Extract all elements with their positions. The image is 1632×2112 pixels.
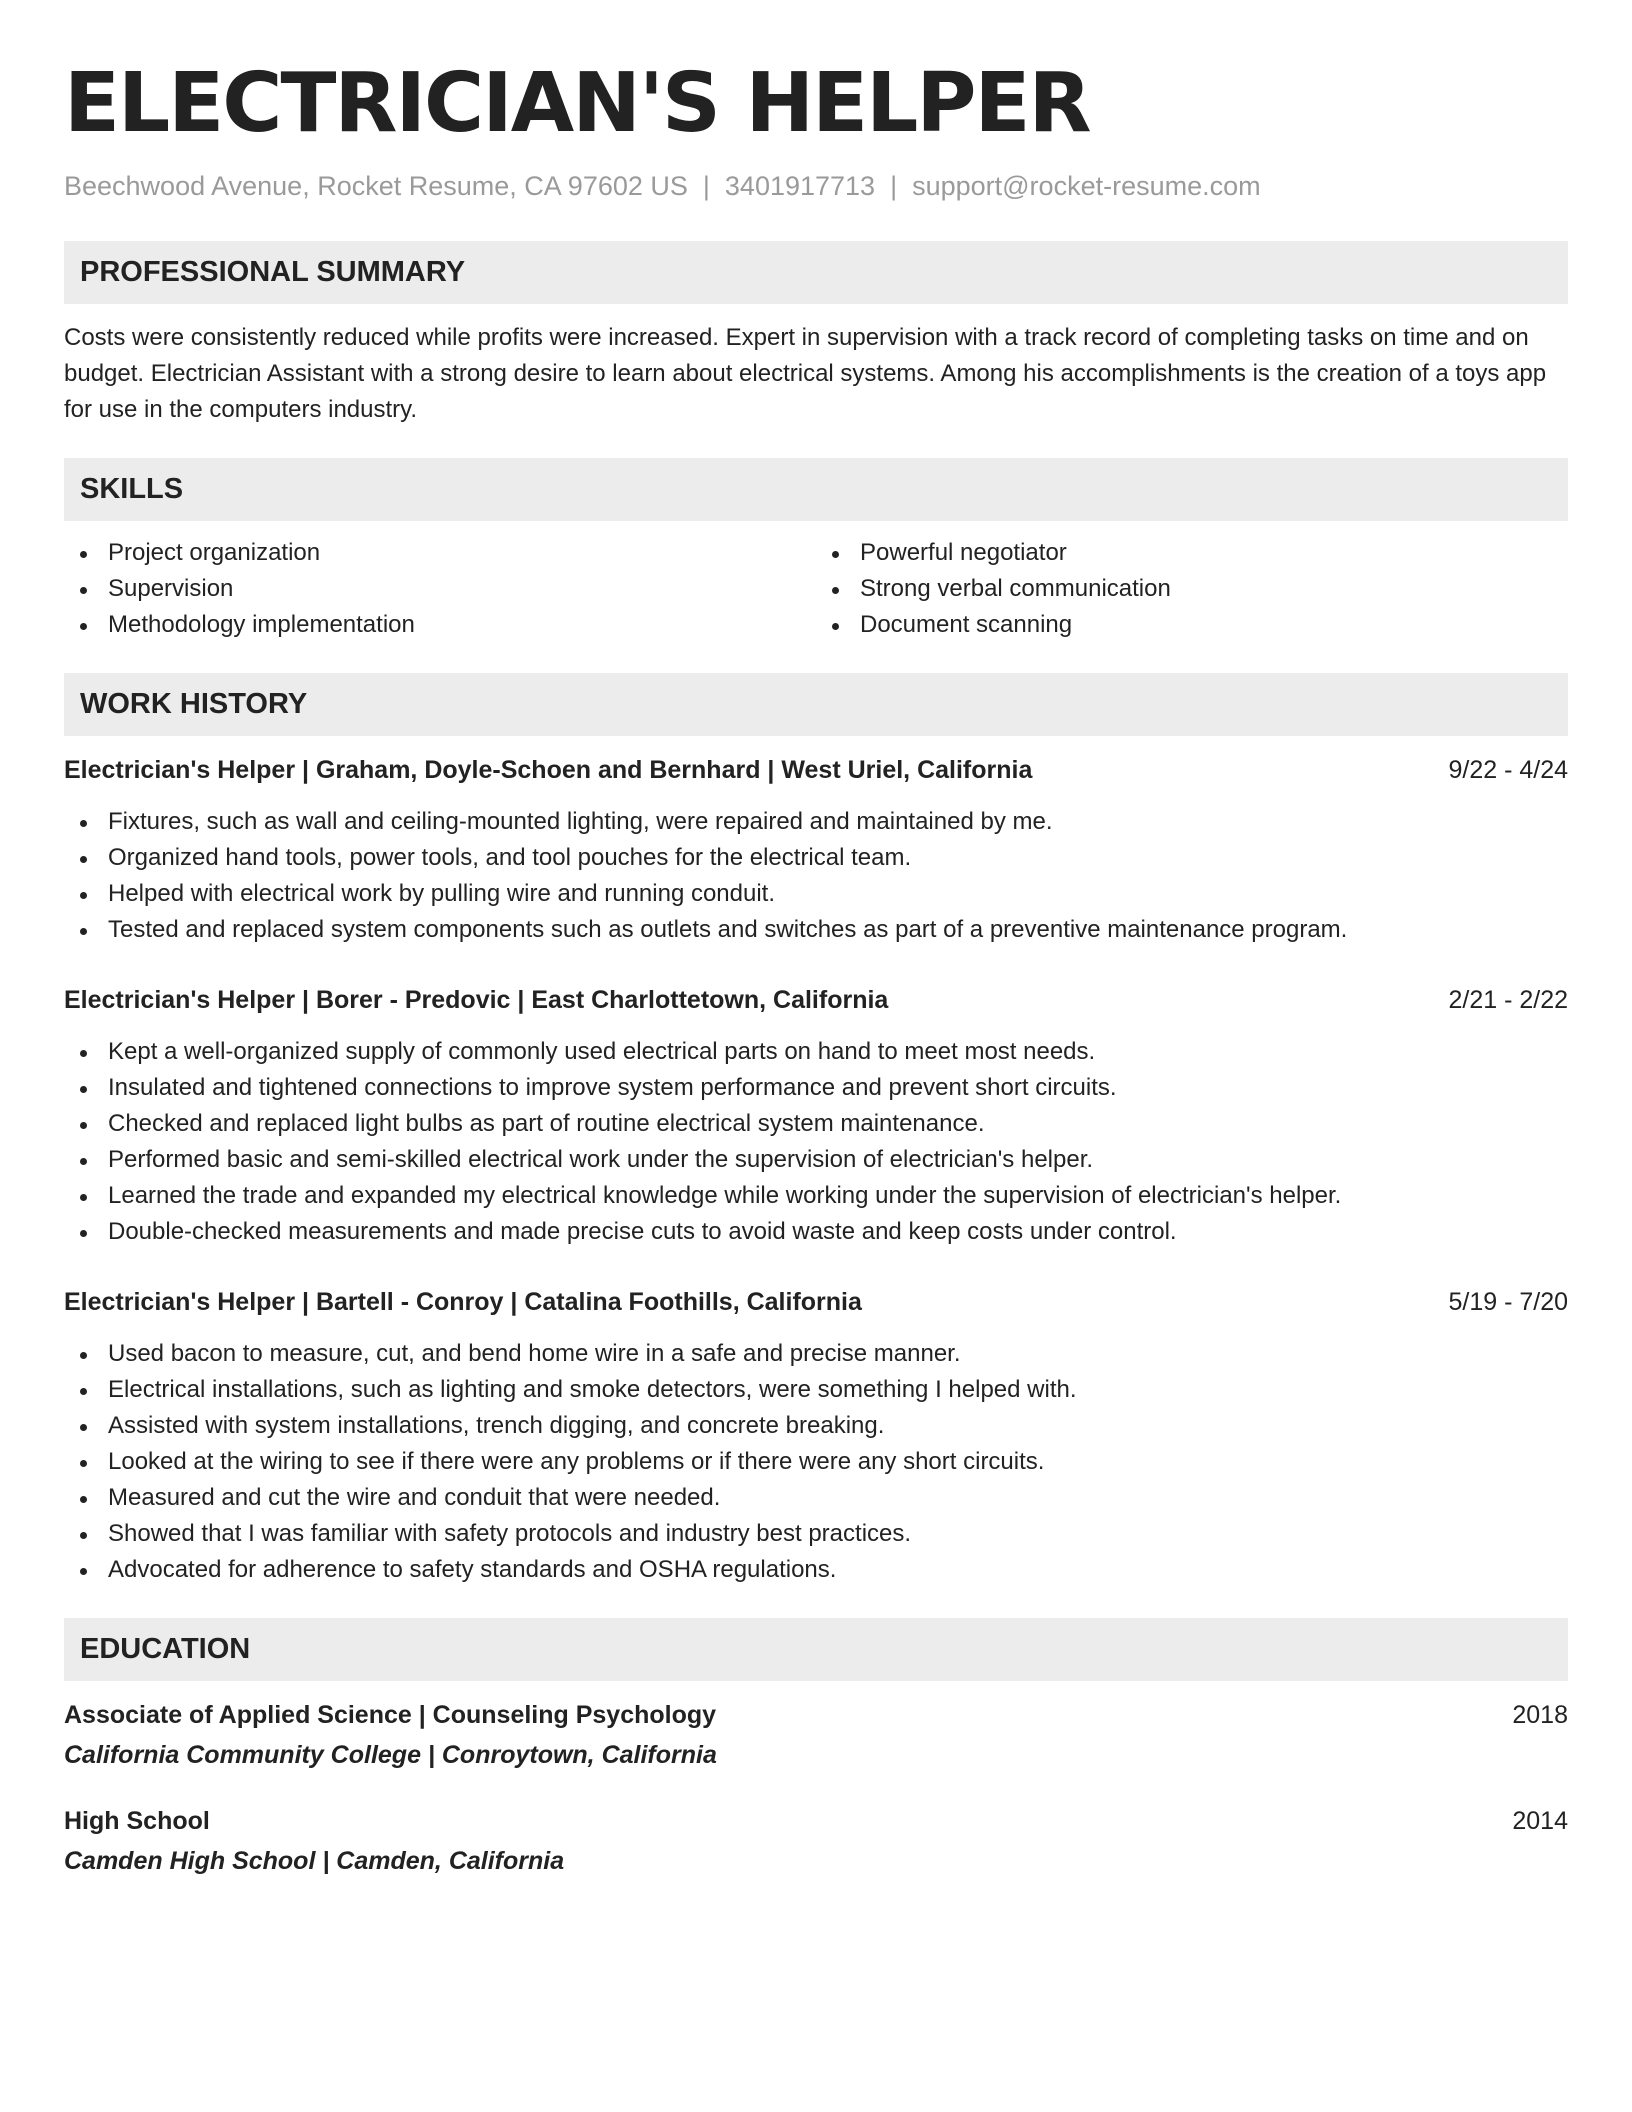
job-bullet: Helped with electrical work by pulling wire and running conduit. xyxy=(64,876,1568,912)
skill-item: Powerful negotiator xyxy=(816,535,1568,571)
education-header xyxy=(64,1803,1568,1839)
job-bullet: Organized hand tools, power tools, and tool pouches for the electrical team. xyxy=(64,840,1568,876)
job-title: Electrician's Helper | Borer - Predovic | East Charlottetown, California xyxy=(64,986,889,1014)
skill-item: Supervision xyxy=(64,571,816,607)
job-bullet: Looked at the wiring to see if there were any problems or if there were any short circuits. xyxy=(64,1444,1568,1480)
job-bullet: Showed that I was familiar with safety protocols and industry best practices. xyxy=(64,1516,1568,1552)
job-bullet: Insulated and tightened connections to improve system performance and prevent short circuits. xyxy=(64,1070,1568,1106)
resume-name: ELECTRICIAN'S HELPER xyxy=(64,56,1090,151)
job-header xyxy=(64,982,1568,1018)
education-entry xyxy=(64,1697,1568,1773)
job-bullet: Electrical installations, such as lighting and smoke detectors, were something I helped with. xyxy=(64,1372,1568,1408)
section-heading-skills: SKILLS xyxy=(64,458,1568,521)
job-entry xyxy=(64,1284,1568,1588)
job-bullets xyxy=(64,1034,1568,1250)
job-bullet: Performed basic and semi-skilled electrical work under the supervision of electrician's helper. xyxy=(64,1142,1568,1178)
job-bullet: Learned the trade and expanded my electrical knowledge while working under the supervision of electrician's helper. xyxy=(64,1178,1568,1214)
education-degree: Associate of Applied Science | Counseling Psychology xyxy=(64,1701,717,1729)
education-school: California Community College | Conroytown, California xyxy=(64,1741,717,1769)
job-bullet: Checked and replaced light bulbs as part of routine electrical system maintenance. xyxy=(64,1106,1568,1142)
section-heading-summary: PROFESSIONAL SUMMARY xyxy=(64,241,1568,304)
skills-column-left xyxy=(64,535,816,643)
contact-separator: | xyxy=(890,171,898,201)
job-header xyxy=(64,1284,1568,1320)
skills-column-right xyxy=(816,535,1568,643)
skill-item: Strong verbal communication xyxy=(816,571,1568,607)
skill-item: Project organization xyxy=(64,535,816,571)
job-bullets xyxy=(64,1336,1568,1588)
skills-list xyxy=(64,535,1568,643)
job-bullet: Assisted with system installations, trench digging, and concrete breaking. xyxy=(64,1408,1568,1444)
section-heading-work: WORK HISTORY xyxy=(64,673,1568,736)
education-school: Camden High School | Camden, California xyxy=(64,1847,565,1875)
education-year: 2018 xyxy=(1512,1701,1568,1729)
job-header xyxy=(64,752,1568,788)
job-title: Electrician's Helper | Graham, Doyle-Schoen and Bernhard | West Uriel, California xyxy=(64,756,1033,784)
education-header xyxy=(64,1697,1568,1733)
job-bullet: Double-checked measurements and made precise cuts to avoid waste and keep costs under control. xyxy=(64,1214,1568,1250)
skill-item: Methodology implementation xyxy=(64,607,816,643)
education-entry xyxy=(64,1803,1568,1879)
job-bullet: Kept a well-organized supply of commonly used electrical parts on hand to meet most needs. xyxy=(64,1034,1568,1070)
job-bullet: Fixtures, such as wall and ceiling-mounted lighting, were repaired and maintained by me. xyxy=(64,804,1568,840)
job-title: Electrician's Helper | Bartell - Conroy | Catalina Foothills, California xyxy=(64,1288,862,1316)
job-dates: 2/21 - 2/22 xyxy=(1448,986,1568,1014)
summary-text: Costs were consistently reduced while profits were increased. Expert in supervision with a track record of completing tasks on time and on budget. Electrician Assistant with a strong desire to learn about electrical systems. Among his accomplishments is the creation of a toys app for use in the computers industry. xyxy=(64,324,1547,423)
skill-item: Document scanning xyxy=(816,607,1568,643)
job-dates: 9/22 - 4/24 xyxy=(1448,756,1568,784)
contact-line xyxy=(64,168,1568,204)
section-heading-education: EDUCATION xyxy=(64,1618,1568,1681)
job-bullet: Advocated for adherence to safety standards and OSHA regulations. xyxy=(64,1552,1568,1588)
job-bullet: Used bacon to measure, cut, and bend home wire in a safe and precise manner. xyxy=(64,1336,1568,1372)
education-degree: High School xyxy=(64,1807,210,1835)
contact-address: Beechwood Avenue, Rocket Resume, CA 97602 US xyxy=(64,171,688,201)
job-bullet: Measured and cut the wire and conduit that were needed. xyxy=(64,1480,1568,1516)
job-entry xyxy=(64,982,1568,1250)
contact-separator: | xyxy=(702,171,710,201)
job-bullets xyxy=(64,804,1568,948)
job-bullet: Tested and replaced system components such as outlets and switches as part of a preventive maintenance program. xyxy=(64,912,1568,948)
contact-phone: 3401917713 xyxy=(724,171,876,201)
job-dates: 5/19 - 7/20 xyxy=(1448,1288,1568,1316)
contact-email: support@rocket-resume.com xyxy=(912,171,1261,201)
education-year: 2014 xyxy=(1512,1807,1568,1835)
job-entry xyxy=(64,752,1568,948)
